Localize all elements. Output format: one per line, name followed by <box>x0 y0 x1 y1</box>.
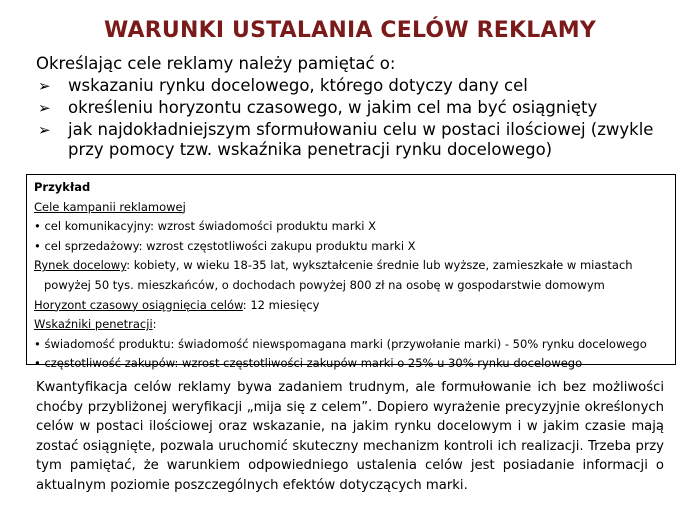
condition-item <box>38 76 678 96</box>
intro-text: Określając cele reklamy należy pamiętać o: <box>36 54 396 73</box>
condition-text: określeniu horyzontu czasowego, w jakim cel ma być osiągnięty <box>68 98 598 117</box>
arrow-bullet-icon: ➢ <box>38 77 51 95</box>
condition-text: jak najdokładniejszym sformułowaniu celu w postaci ilościowej (zwykle przy pomocy tzw. wskaźnika penetracji rynku docelowego) <box>68 120 654 159</box>
frequency-row <box>34 354 669 374</box>
goal-sales-label: cel sprzedażowy <box>44 238 139 253</box>
conditions-list <box>38 76 678 162</box>
example-heading: Przykład <box>34 180 91 194</box>
horizon-text: : 12 miesięcy <box>242 297 320 312</box>
goal-communication-text: : wzrost świadomości produktu marki X <box>150 219 376 234</box>
awareness-text: : świadomość niewspomagana marki (przywołanie marki) - 50% rynku docelowego <box>170 336 647 351</box>
condition-text: wskazaniu rynku docelowego, którego dotyczy dany cel <box>68 76 528 95</box>
arrow-bullet-icon: ➢ <box>38 99 51 117</box>
target-market-text: : kobiety, w wieku 18-35 lat, wykształcenie średnie lub wyższe, zamieszkałe w miastach <box>126 258 633 273</box>
target-market-row-cont <box>34 276 669 296</box>
arrow-bullet-icon: ➢ <box>38 121 51 139</box>
slide-title: WARUNKI USTALANIA CELÓW REKLAMY <box>104 18 596 43</box>
target-market-text-cont: powyżej 50 tys. mieszkańców, o dochodach powyżej 800 zł na osobę w gospodarstwie domowym <box>44 277 605 292</box>
frequency-label: częstotliwość zakupów <box>44 356 175 371</box>
dot-bullet-icon: • <box>34 336 41 351</box>
target-market-row <box>34 256 669 276</box>
horizon-label: Horyzont czasowy osiągnięcia celów <box>34 297 243 312</box>
goal-communication-row <box>34 217 669 237</box>
condition-item <box>38 120 678 160</box>
campaign-goals-label: Cele kampanii reklamowej <box>34 199 186 214</box>
campaign-goals-row <box>34 198 669 218</box>
penetration-row <box>34 315 669 335</box>
target-market-label: Rynek docelowy <box>34 258 127 273</box>
goal-sales-text: : wzrost częstotliwości zakupu produktu marki X <box>138 238 416 253</box>
dot-bullet-icon: • <box>34 238 41 253</box>
horizon-row <box>34 296 669 316</box>
awareness-label: świadomość produktu <box>44 336 171 351</box>
goal-communication-label: cel komunikacyjny <box>44 219 151 234</box>
closing-paragraph: Kwantyfikacja celów reklamy bywa zadaniem trudnym, ale formułowanie ich bez możliwości choćby przybliżonej weryfikacji „mija się z celem”. Dopiero wyrażenie precyzyjnie określonych celów w postaci ilościowej oraz wskazanie, na jakim rynku docelowym i w jakim czasie mają zostać osiągnięte, pozwala uruchomić skuteczny mechanizm kontroli ich realizacji. Trzeba przy tym pamiętać, że warunkiem odpowiedniego ustalenia celów jest posiadanie informacji o aktualnym poziomie poszczególnych efektów dotyczących marki. <box>36 380 664 493</box>
dot-bullet-icon: • <box>34 219 41 234</box>
awareness-row <box>34 335 669 355</box>
frequency-text: : wzrost częstotliwości zakupów marki o 25% u 30% rynku docelowego <box>174 356 583 371</box>
penetration-label: Wskaźniki penetracji <box>34 317 153 332</box>
goal-sales-row <box>34 237 669 257</box>
example-box <box>26 174 676 371</box>
penetration-colon: : <box>152 317 157 332</box>
dot-bullet-icon: • <box>34 356 41 371</box>
condition-item <box>38 98 678 118</box>
